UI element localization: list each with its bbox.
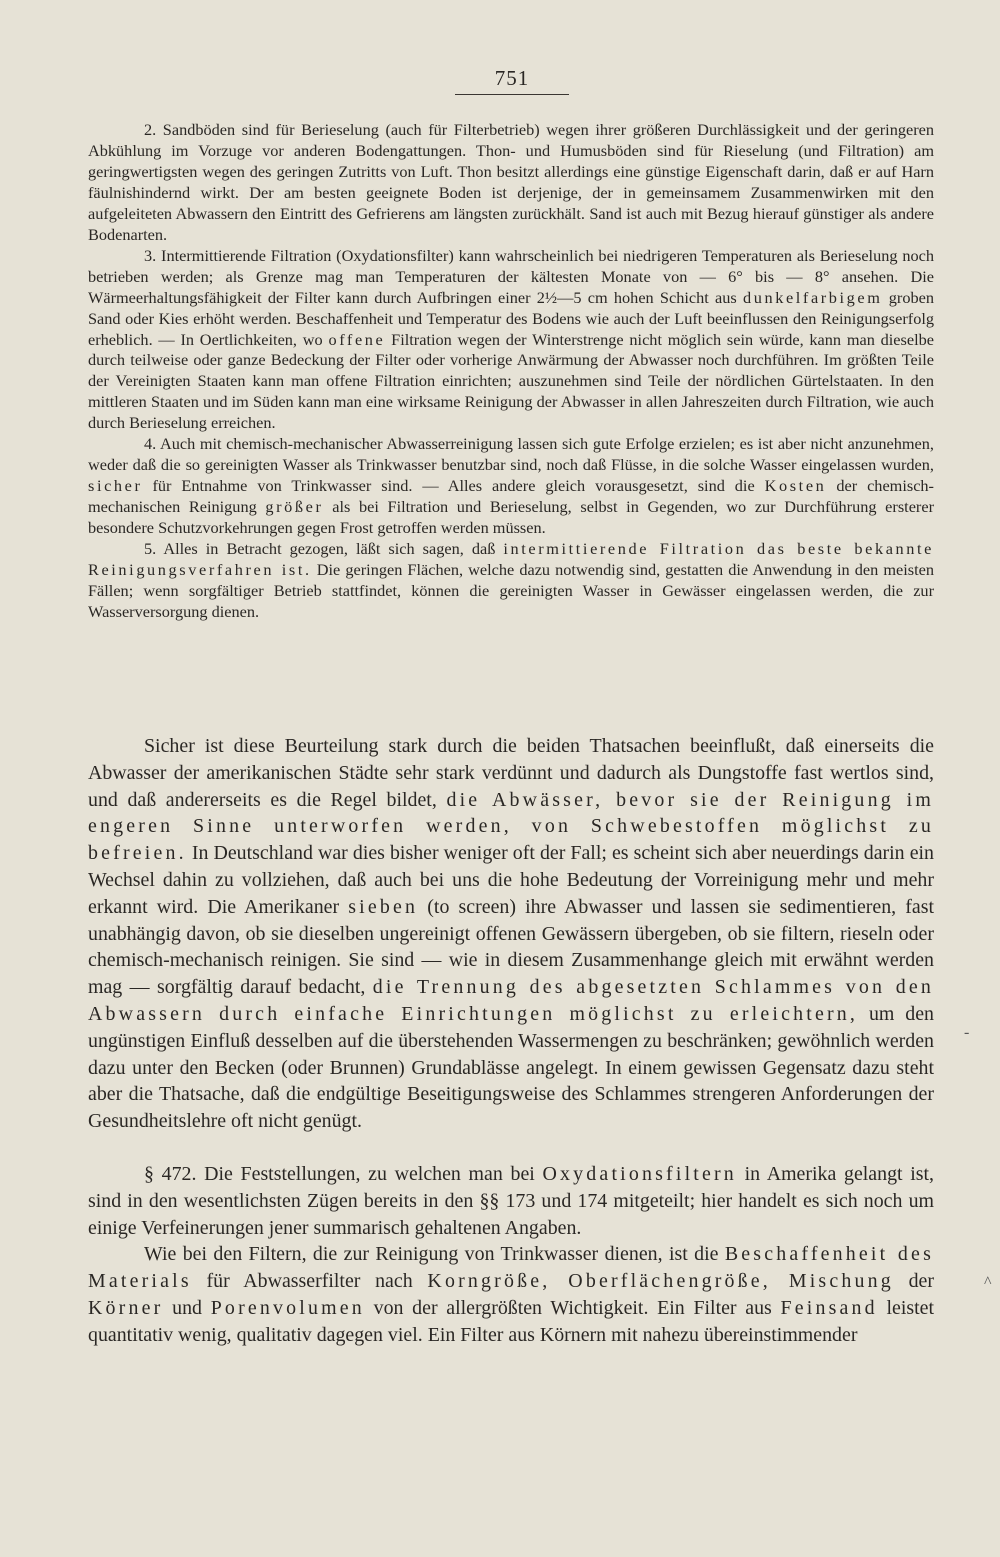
text-run: um den ungünstigen Einfluß desselben auf die überstehenden Wassermengen zu beschränken; gewöhnlich werden dazu unter den Becken (oder Brunnen) Grundablässe angelegt. In einem gewissen Gegensatz dazu steht aber die Thatsache, daß die endgültige Beseitigungsweise des Schlammes strengeren Anforderungen der Gesundheitslehre oft nicht genügt. <box>88 1002 934 1133</box>
text-run: groben Sand oder Kies erhöht werden. Beschaffenheit und Temperatur des Bodens wie auch der Luft beeinflussen den Reinigungserfolg erheblich. — In Oertlichkeiten, wo <box>88 287 934 349</box>
paragraph-3-intermittierende-filtration <box>88 246 934 435</box>
spaced-emphasis-text: Körner <box>88 1296 164 1319</box>
small-print-block <box>88 120 934 623</box>
text-run: 2. Sandböden sind für Berieselung (auch für Filterbetrieb) wegen ihrer größeren Durchlässigkeit und der geringeren Abkühlung im Vorzuge vor anderen Bodengattungen. Thon- und Humusböden sind für Rieselung (und Filtration) am geringwertigsten wegen des geringen Zutritts von Luft. Thon besitzt allerdings eine günstige Eigenschaft darin, daß er auf Harn fäulnishindernd wirkt. Der am besten geeignete Boden ist derjenige, der in gemeinsamem Zusammenwirken mit den aufgeleiteten Abwassern den Eintritt des Gefrierens am längsten zurückhält. Sand ist auch mit Bezug hierauf günstiger als andere Bodenarten. <box>88 120 934 244</box>
spaced-emphasis-text: intermittierende Filtration das beste bekannte Reinigungsverfahren ist. <box>88 539 934 580</box>
spaced-emphasis-text: sicher <box>88 476 143 496</box>
spaced-emphasis-text: dunkelfarbigem <box>742 287 883 307</box>
text-run: der chemisch-mechanischen Reinigung <box>88 476 934 517</box>
main-text-block <box>88 733 934 1349</box>
paragraph-2-sandboeden <box>88 120 934 246</box>
paragraph-beurteilung <box>88 733 934 1135</box>
spaced-emphasis-text: offene <box>328 329 386 349</box>
spaced-emphasis-text: die Abwässer, bevor sie der Reinigung im engeren Sinne unterworfen werden, von Schwebestoffen möglichst zu befreien. <box>88 788 934 865</box>
text-run: 4. Auch mit chemisch-mechanischer Abwasserreinigung lassen sich gute Erfolge erzielen; es ist aber nicht anzunehmen, weder daß die so gereinigten Wasser als Trinkwasser benutzbar sind, noch daß Flüsse, in die solche Wasser eingelassen wurden, <box>88 434 934 475</box>
paragraph-5-fazit <box>88 539 934 623</box>
spaced-emphasis-text: Porenvolumen <box>210 1296 365 1319</box>
spaced-emphasis-text: Korngröße, Oberflächengröße, Mischung <box>427 1270 894 1293</box>
page-number-rule <box>455 94 569 95</box>
text-run: 3. Intermittierende Filtration (Oxydationsfilter) kann wahrscheinlich bei niedrigeren Temperaturen als Berieselung noch betrieben werden; als Grenze mag man Temperaturen der kältesten Monate von — 6° bis — 8° ansehen. Die Wärmeerhaltungsfähigkeit der Filter kann durch Aufbringen einer 2½—5 cm hohen Schicht aus <box>88 245 934 307</box>
text-run: für Abwasserfilter nach <box>191 1270 428 1293</box>
paragraph-section-472 <box>88 1161 934 1241</box>
spaced-emphasis-text: Oxydationsfiltern <box>542 1162 737 1185</box>
text-run: leistet quantitativ wenig, qualitativ dagegen viel. Ein Filter aus Körnern mit nahezu übereinstimmender <box>88 1296 934 1346</box>
spaced-emphasis-text: Kosten <box>764 476 827 496</box>
text-run: in Amerika gelangt ist, sind in den wesentlichsten Zügen bereits in den §§ 173 und 174 mitgeteilt; hier handelt es sich noch um einige Verfeinerungen jener summarisch gehaltenen Angaben. <box>88 1162 934 1239</box>
text-run: und <box>163 1296 211 1319</box>
text-run: für Entnahme von Trinkwasser sind. — Alles andere gleich vorausgesetzt, sind die <box>142 476 765 496</box>
spaced-emphasis-text: die Trennung des abgesetzten Schlammes von den Abwassern durch einfache Einrichtungen möglichst zu erleichtern, <box>88 976 934 1025</box>
text-run: In Deutschland war dies bisher weniger oft der Fall; es scheint sich aber neuerdings darin ein Wechsel dahin zu vollziehen, daß auch bei uns die hohe Bedeutung der Vorreinigung mehr und mehr erkannt wird. Die Amerikaner <box>88 842 934 918</box>
spaced-emphasis-text: sieben <box>348 895 419 918</box>
page-number: 751 <box>494 66 530 90</box>
text-run: § 472. Die Feststellungen, zu welchen man bei <box>144 1162 543 1185</box>
text-run: als bei Filtration und Berieselung, selbst in Gegenden, wo zur Durchführung ersterer besondere Schutzvorkehrungen gegen Frost getroffen werden müssen. <box>88 497 934 538</box>
text-run: Filtration wegen der Winterstrenge nicht möglich sein würde, kann man dieselbe durch teilweise oder ganze Bedeckung der Filter oder vorherige Anwärmung der Abwasser noch durchführen. Im größten Teile der Vereinigten Staaten kann man offene Filtration einrichten; auszunehmen sind Teile der nördlichen Gürtelstaaten. In den mittleren Staaten und im Süden kann man eine wirksame Reinigung der Abwasser in allen Jahreszeiten durch Filtration, wie auch durch Berieselung erreichen. <box>88 329 934 433</box>
spaced-emphasis-text: größer <box>265 497 324 517</box>
text-run: von der allergrößten Wichtigkeit. Ein Filter aus <box>364 1296 781 1319</box>
text-run: 5. Alles in Betracht gezogen, läßt sich sagen, daß <box>144 539 504 559</box>
paragraph-4-chemisch-mechanisch <box>88 434 934 539</box>
text-run: der <box>893 1270 935 1293</box>
text-run: (to screen) ihre Abwasser und lassen sie sedimentieren, fast unabhängig davon, ob sie dieselben ungereinigt offenen Gewässern übergeben, ob sie filtern, rieseln oder chemisch-mechanisch reinigen. Sie sind — wie in diesem Zusammenhange gleich mit erwähnt werden mag — sorgfältig darauf bedacht, <box>88 895 935 999</box>
paragraph-filtermaterial <box>88 1241 934 1348</box>
spaced-emphasis-text: Beschaffenheit des Materials <box>88 1243 934 1293</box>
margin-caret-mark: ^ <box>984 1274 992 1291</box>
text-run: Sicher ist diese Beurteilung stark durch die beiden Thatsachen beeinflußt, daß einerseits die Abwasser der amerikanischen Städte sehr stark verdünnt und dadurch als Dungstoffe fast wertlos sind, und daß andererseits es die Regel bildet, <box>88 735 934 811</box>
text-run: Wie bei den Filtern, die zur Reinigung von Trinkwasser dienen, ist die <box>144 1243 725 1266</box>
text-run: Die geringen Flächen, welche dazu notwendig sind, gestatten die Anwendung in den meisten Fällen; wenn sorgfältiger Betrieb stattfindet, können die gereinigten Wasser in Gewässer eingelassen werden, die zur Wasserversorgung dienen. <box>88 560 935 621</box>
spaced-emphasis-text: Feinsand <box>780 1296 878 1319</box>
margin-dash-mark: - <box>964 1024 970 1041</box>
